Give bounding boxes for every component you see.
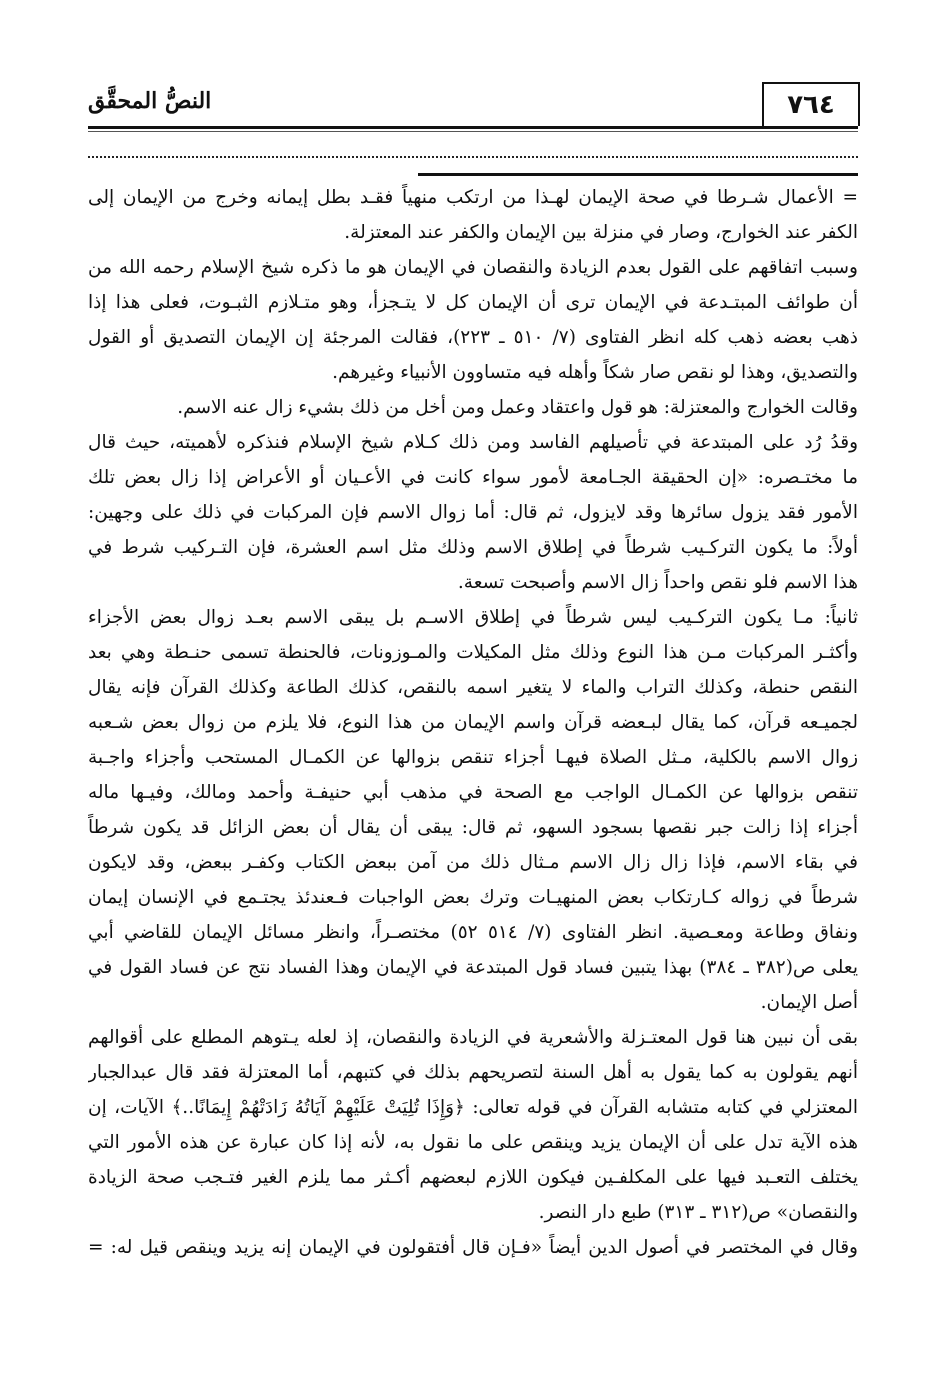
dotted-separator — [88, 156, 858, 158]
text-line: وقال في المختصر في أصول الدين أيضاً «فـإن قال أفتقولون في الإيمان إنه يزيد وينقص قيل له: = — [88, 1237, 858, 1258]
header-rule — [88, 126, 858, 129]
text-line: وأكثـر المركبات مـن هذا النوع وذلك مثل المكيلات والمـوزونات، فالحنطة تسمى حنـطة وهي بعد — [88, 642, 858, 663]
text-line: تنقص بزوالها عن الكمـال الواجب مع الصحة في مذهب أبي حنيفـة وأحمد ومالك، وفيـها ماله — [88, 782, 858, 803]
text-line: شرطاً في زواله كـارتكاب بعض المنهيـات وترك بعض الواجبات فـعندئذ يجتـمع في الإنسان إيمان — [88, 887, 858, 908]
text-line: والتصديق، وهذا لو نقص صار شكاً وأهله فيه متساوون الأنبياء وغيرهم. — [332, 362, 858, 383]
text-line: هذا الاسم فلو نقص واحداً زال الاسم وأصبحت تسعة. — [457, 572, 858, 593]
text-line: النقص حنطة، وكذلك التراب والماء لا يتغير اسمه بالنقص، كذلك الطاعة وكذلك القرآن فإنه يقال — [88, 677, 858, 698]
text-line: أصل الإيمان. — [760, 992, 858, 1013]
footnote-text — [88, 180, 858, 1265]
text-line: لجميـعه قرآن، كما يقال لبـعضه قرآن واسم الإيمان من هذا النوع، فلا يلزم من زوال بعض شـعبه — [88, 712, 858, 733]
text-line: أن طوائف المبتـدعة في الإيمان ترى أن الإيمان كل لا يتـجزأ، وهو متـلازم الثبـوت، فعلى هذا إذا — [88, 292, 858, 313]
text-line: ما مختـصره: «إن الحقيقة الجـامعة لأمور سواء كانت في الأعـيان أو الأعراض إذا زال بعض تلك — [88, 467, 858, 488]
page-number: ٧٦٤ — [762, 82, 860, 126]
text-line: ثانياً: مـا يكون التركـيب ليس شرطاً في إطلاق الاسـم بل يبقى الاسم بعـد زوال بعض الأجزاء — [88, 607, 858, 628]
text-line: يعلى ص(٣٨٢ ـ ٣٨٤) بهذا يتبين فساد قول المبتدعة في الإيمان وهذا الفساد نتج عن فساد القول في — [88, 957, 858, 978]
header-rule-thin — [88, 131, 858, 132]
text-line: وقالت الخوارج والمعتزلة: هو قول واعتقاد وعمل ومن أخل من ذلك بشيء زال عنه الاسم. — [177, 397, 858, 418]
text-line: وقدُ رُد على المبتدعة في تأصيلهم الفاسد ومن ذلك كـلام شيخ الإسلام فنذكره لأهميته، حيث قال — [88, 432, 858, 453]
text-line: المعتزلي في كتابه متشابه القرآن في قوله تعالى: ﴿وَإِذَا تُلِيَتْ عَلَيْهِمْ آيَاتُهُ زَادَتْهُمْ إِيمَانًا..﴾ الآيات، إن — [88, 1097, 858, 1118]
text-line: الكفر عند الخوارج، وصار في منزلة بين الإيمان والكفر عند المعتزلة. — [344, 222, 858, 243]
text-line: يختلف التعـبد فيها على المكلفـين فيكون اللازم لبعضهم أكـثر مما يلزم الغير فتـجب صحة الزيادة — [88, 1167, 858, 1188]
text-line: والنقصان» ص(٣١٢ ـ ٣١٣) طبع دار النصر. — [538, 1202, 858, 1223]
text-line: بقى أن نبين هنا قول المعتـزلة والأشعرية في الزيادة والنقصان، إذ لعله يـتوهم المطلع على أقوالهم — [88, 1027, 858, 1048]
text-line: ذهب بعضه ذهب كله انظر الفتاوى (٧/ ٥١٠ ـ ٢٢٣)، فقالت المرجئة إن الإيمان التصديق أو القول — [88, 327, 858, 348]
text-line: أولاً: ما يكون التركـيب شرطاً في إطلاق الاسم وذلك مثل اسم العشرة، فإن التـركيب شرط في — [88, 537, 858, 558]
text-line: ونفاق وطاعة ومعـصية. انظر الفتاوى (٧/ ٥١٤ ٥٢) مختصـراً، وانظر مسائل الإيمان للقاضي أبي — [88, 922, 858, 943]
footnote-rule — [418, 173, 858, 176]
text-line: في بقاء الاسم، فإذا زال زال الاسم مـثال ذلك من آمن ببعض الكتاب وكفـر ببعض، وقد لايكون — [88, 852, 858, 873]
running-header-title: النصُّ المحقَّق — [88, 88, 212, 114]
text-line: وسبب اتفاقهم على القول بعدم الزيادة والنقصان في الإيمان هو ما ذكره شيخ الإسلام رحمه الله من — [88, 257, 858, 278]
text-line: زوال الاسم بالكلية، مـثل الصلاة فيهـا أجزاء تنقص بزوالها عن الكمـال المستحب وأجزاء واجـبة — [88, 747, 858, 768]
text-line: أنهم يقولون به كما يقول به أهل السنة لتصريحهم بذلك في كتبهم، أما المعتزلة فقد قال عبدالجبار — [88, 1062, 858, 1083]
text-line: الأمور فقد يزول سائرها وقد لايزول، ثم قال: أما زوال الاسم فإن المركبات في ذلك على وجهين: — [88, 502, 858, 523]
text-line: هذه الآية تدل على أن الإيمان يزيد وينقص على ما نقول به، لأنه إذا كان عبارة عن هذه الأمور التي — [88, 1132, 858, 1153]
text-line: = الأعمال شـرطا في صحة الإيمان لهـذا من ارتكب منهياً فقـد بطل إيمانه وخرج من الإيمان إلى — [88, 187, 858, 208]
text-line: أجزاء إذا زالت جبر نقصها بسجود السهو، ثم قال: يبقى أن يقال أن بعض الزائل قد يكون شرطاً — [88, 817, 858, 838]
